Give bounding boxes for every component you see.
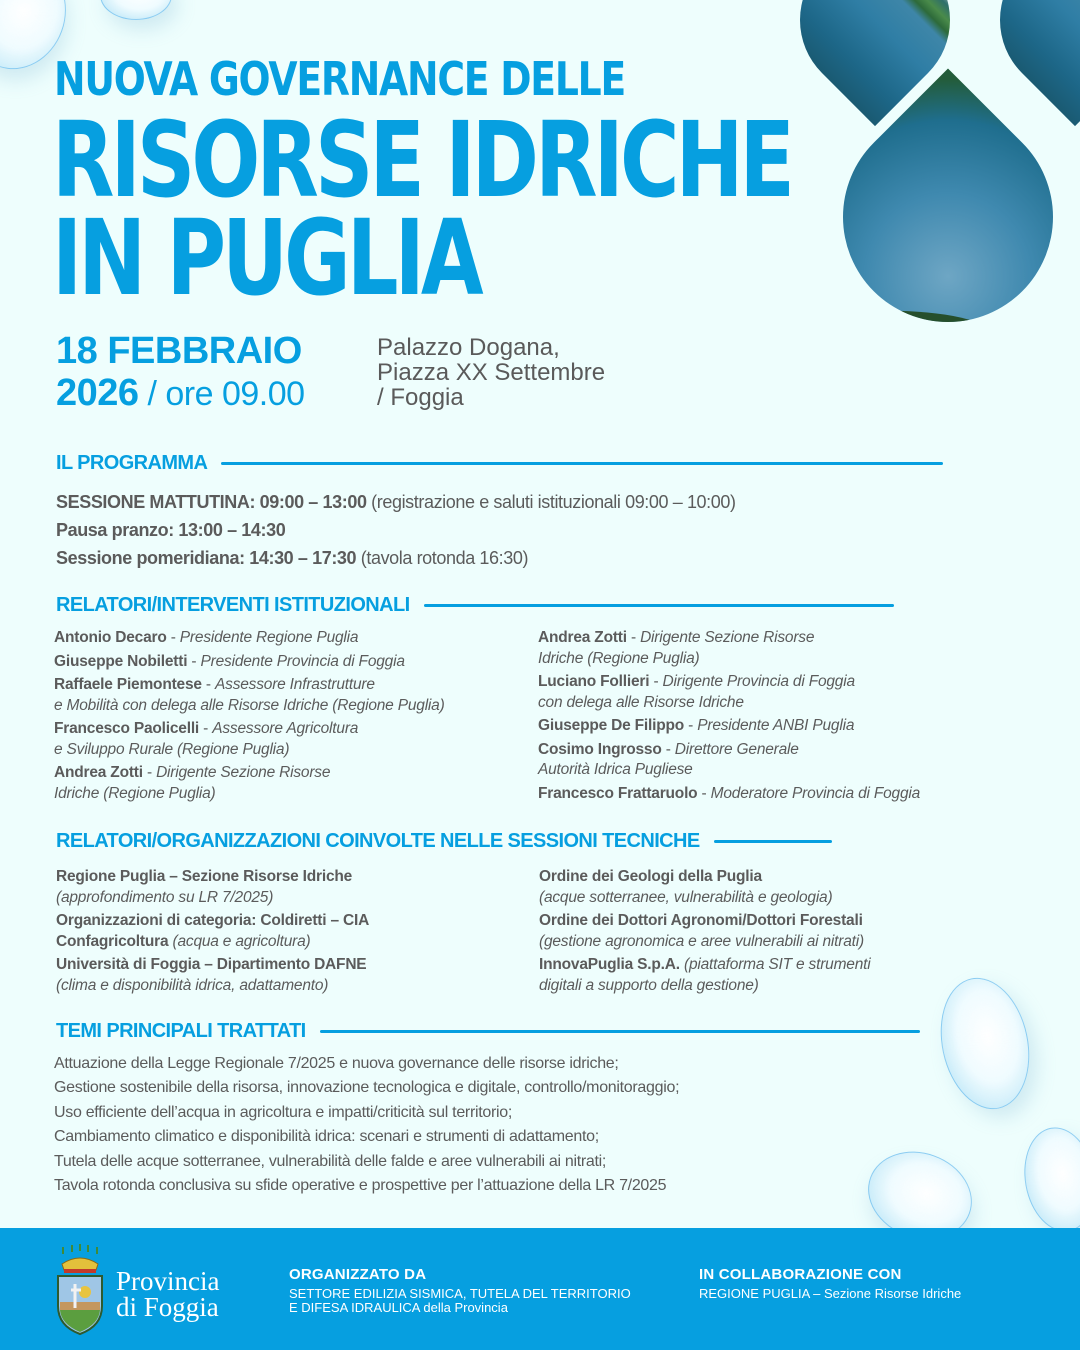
section-divider xyxy=(714,840,832,843)
speaker-item: Francesco Frattaruolo - Moderatore Provincia di Foggia xyxy=(538,784,921,802)
org-item: Università di Foggia – Dipartimento DAFNE (clima e disponibilità idrica, adattamento) xyxy=(56,956,367,994)
organized-by-line: E DIFESA IDRAULICA della Provincia xyxy=(289,1300,508,1315)
section-heading: IL PROGRAMMA xyxy=(56,452,208,474)
speaker-item: Giuseppe De Filippo - Presidente ANBI Puglia xyxy=(538,717,855,734)
speaker-item: Andrea Zotti - Dirigente Sezione Risorse Idriche (Regione Puglia) xyxy=(538,629,815,667)
speakers-list-right xyxy=(538,628,920,807)
water-bubble-decoration xyxy=(1016,1122,1080,1238)
speakers-list-left xyxy=(54,628,445,807)
venue-line: Palazzo Dogana, xyxy=(377,334,560,361)
theme-item: Gestione sostenibile della risorsa, innovazione tecnologica e digitale, controllo/monitoraggio; xyxy=(54,1079,680,1097)
water-bubble-decoration xyxy=(100,0,172,20)
program-item: SESSIONE MATTUTINA: 09:00 – 13:00 (registrazione e saluti istituzionali 09:00 – 10:00) xyxy=(56,492,736,512)
event-date xyxy=(56,330,305,415)
section-relatori-header xyxy=(56,594,894,617)
section-heading: TEMI PRINCIPALI TRATTATI xyxy=(56,1020,306,1042)
collaboration-with xyxy=(699,1268,961,1301)
event-time: ore 09.00 xyxy=(165,375,305,413)
organized-by-heading: ORGANIZZATO DA xyxy=(289,1266,427,1283)
speaker-item: Luciano Follieri - Dirigente Provincia di Foggia con delega alle Risorse Idriche xyxy=(538,673,855,711)
program-item: Pausa pranzo: 13:00 – 14:30 xyxy=(56,520,286,540)
org-item: Ordine dei Geologi della Puglia (acque sotterranee, vulnerabilità e geologia) xyxy=(539,868,833,906)
provincia-foggia-crest-icon xyxy=(55,1244,105,1336)
section-heading: RELATORI/ORGANIZZAZIONI COINVOLTE NELLE SESSIONI TECNICHE xyxy=(56,830,700,852)
theme-item: Attuazione della Legge Regionale 7/2025 e nuova governance delle risorse idriche; xyxy=(54,1055,619,1072)
section-temi-header xyxy=(56,1020,920,1043)
title-line-3: IN PUGLIA xyxy=(52,197,480,319)
orgs-list-right xyxy=(539,867,871,999)
lake-photo-drop-center xyxy=(800,69,1080,366)
org-item: Ordine dei Dottori Agronomi/Dottori Forestali (gestione agronomica e aree vulnerabili ai nitrati) xyxy=(539,912,864,950)
title-line-2: RISORSE IDRICHE xyxy=(52,99,792,221)
speaker-item: Raffaele Piemontese - Assessore Infrastrutture e Mobilità con delega alle Risorse Idriche (Regione Puglia) xyxy=(54,676,445,714)
collaboration-heading: IN COLLABORAZIONE CON xyxy=(699,1266,902,1283)
provincia-logo-text: Provincia di Foggia xyxy=(116,1266,220,1322)
theme-item: Cambiamento climatico e disponibilità idrica: scenari e strumenti di adattamento; xyxy=(54,1128,599,1146)
date-separator: / xyxy=(138,375,166,413)
event-date-day: 18 FEBBRAIO xyxy=(56,330,302,372)
speaker-item: Giuseppe Nobiletti - Presidente Provincia di Foggia xyxy=(54,652,405,670)
title-line-1: NUOVA GOVERNANCE DELLE xyxy=(54,52,626,106)
themes-list xyxy=(54,1052,679,1198)
section-organizzazioni-header xyxy=(56,830,832,853)
event-venue xyxy=(377,335,605,410)
theme-item: Tutela delle acque sotterranee, vulnerabilità delle falde e aree vulnerabili ai nitrati; xyxy=(54,1152,607,1170)
section-heading: RELATORI/INTERVENTI ISTITUZIONALI xyxy=(56,594,410,616)
event-date-year: 2026 xyxy=(56,372,139,414)
section-divider xyxy=(320,1030,920,1033)
org-item: InnovaPuglia S.p.A. (piattaforma SIT e strumenti digitali a supporto della gestione) xyxy=(539,956,871,994)
orgs-list-left xyxy=(56,867,369,999)
section-divider xyxy=(221,462,943,465)
org-item: Regione Puglia – Sezione Risorse Idriche (approfondimento su LR 7/2025) xyxy=(56,868,353,906)
venue-line: / Foggia xyxy=(377,384,464,411)
speaker-item: Cosimo Ingrosso - Direttore Generale Autorità Idrica Pugliese xyxy=(538,740,799,778)
water-bubble-decoration xyxy=(929,970,1041,1118)
organized-by xyxy=(289,1268,631,1315)
venue-line: Piazza XX Settembre xyxy=(377,359,606,386)
program-list xyxy=(56,488,736,572)
organized-by-line: SETTORE EDILIZIA SISMICA, TUTELA DEL TERRITORIO xyxy=(289,1286,631,1301)
section-programma-header xyxy=(56,452,943,475)
section-divider xyxy=(424,604,894,607)
program-item: Sessione pomeridiana: 14:30 – 17:30 (tavola rotonda 16:30) xyxy=(56,548,529,568)
collaboration-line: REGIONE PUGLIA – Sezione Risorse Idriche xyxy=(699,1286,962,1301)
theme-item: Tavola rotonda conclusiva su sfide operative e prospettive per l’attuazione della LR 7/2025 xyxy=(54,1177,667,1195)
speaker-item: Antonio Decaro - Presidente Regione Puglia xyxy=(54,629,359,646)
speaker-item: Andrea Zotti - Dirigente Sezione Risorse Idriche (Regione Puglia) xyxy=(54,764,331,802)
footer-bar xyxy=(0,1228,1080,1350)
org-item: Organizzazioni di categoria: Coldiretti – CIA Confagricoltura (acqua e agricoltura) xyxy=(56,912,370,950)
speaker-item: Francesco Paolicelli - Assessore Agricoltura e Sviluppo Rurale (Regione Puglia) xyxy=(54,720,359,758)
theme-item: Uso efficiente dell’acqua in agricoltura e impatti/criticità sul territorio; xyxy=(54,1103,513,1121)
